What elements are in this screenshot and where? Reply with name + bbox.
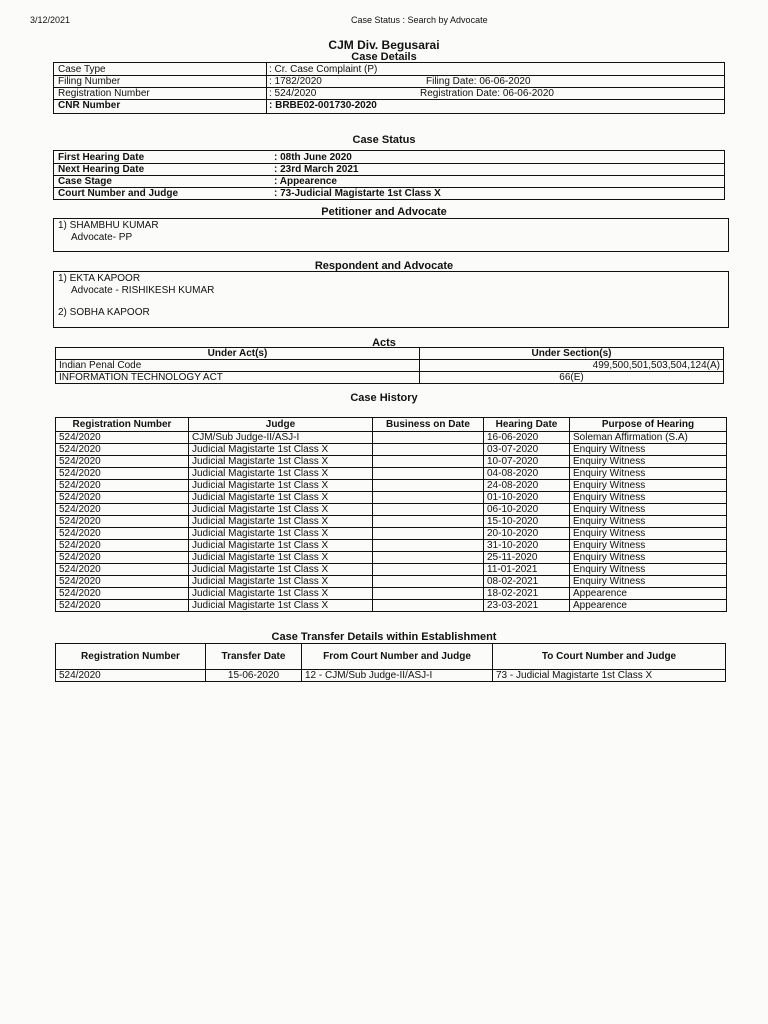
history-col-registration: Registration Number	[56, 418, 189, 432]
print-title: Case Status : Search by Advocate	[351, 15, 488, 25]
history-judge: Judicial Magistarte 1st Class X	[189, 552, 373, 564]
history-registration: 524/2020	[56, 588, 189, 600]
acts-row	[56, 360, 724, 372]
history-judge: CJM/Sub Judge-II/ASJ-I	[189, 432, 373, 444]
history-registration: 524/2020	[56, 504, 189, 516]
history-business-date	[373, 516, 484, 528]
act-section: 66(E)	[420, 372, 724, 384]
history-hearing-date: 11-01-2021	[484, 564, 570, 576]
history-business-date	[373, 444, 484, 456]
history-purpose: Enquiry Witness	[570, 480, 727, 492]
history-registration: 524/2020	[56, 432, 189, 444]
history-judge: Judicial Magistarte 1st Class X	[189, 444, 373, 456]
table-row	[56, 480, 727, 492]
history-col-purpose: Purpose of Hearing	[570, 418, 727, 432]
respondent-heading: Respondent and Advocate	[314, 260, 454, 272]
case-status-heading: Case Status	[352, 134, 416, 146]
respondent-name-1: 1) EKTA KAPOOR	[58, 273, 141, 284]
history-business-date	[373, 432, 484, 444]
history-registration: 524/2020	[56, 516, 189, 528]
history-purpose: Enquiry Witness	[570, 504, 727, 516]
transfer-to: 73 - Judicial Magistarte 1st Class X	[493, 670, 726, 682]
print-date: 3/12/2021	[30, 15, 71, 25]
registration-number-label: Registration Number	[58, 88, 150, 99]
acts-col-act: Under Act(s)	[56, 348, 420, 360]
transfer-table	[55, 643, 726, 682]
history-table	[55, 417, 727, 612]
history-judge: Judicial Magistarte 1st Class X	[189, 540, 373, 552]
registration-number-value: : 524/2020	[269, 88, 317, 99]
history-business-date	[373, 564, 484, 576]
history-judge: Judicial Magistarte 1st Class X	[189, 504, 373, 516]
history-hearing-date: 18-02-2021	[484, 588, 570, 600]
history-registration: 524/2020	[56, 600, 189, 612]
history-purpose: Enquiry Witness	[570, 516, 727, 528]
table-row	[56, 516, 727, 528]
table-row	[56, 528, 727, 540]
history-purpose: Enquiry Witness	[570, 552, 727, 564]
history-hearing-date: 04-08-2020	[484, 468, 570, 480]
transfer-col-date: Transfer Date	[206, 644, 302, 670]
filing-number-label: Filing Number	[58, 76, 121, 87]
history-business-date	[373, 468, 484, 480]
filing-number-value: : 1782/2020	[269, 76, 322, 87]
history-registration: 524/2020	[56, 540, 189, 552]
history-col-hearing-date: Hearing Date	[484, 418, 570, 432]
history-col-judge: Judge	[189, 418, 373, 432]
history-business-date	[373, 540, 484, 552]
history-business-date	[373, 480, 484, 492]
case-stage-value: : Appearence	[274, 176, 337, 187]
history-registration: 524/2020	[56, 528, 189, 540]
case-type-label: Case Type	[58, 64, 106, 75]
filing-date: Filing Date: 06-06-2020	[426, 76, 531, 87]
table-row	[56, 588, 727, 600]
history-business-date	[373, 492, 484, 504]
history-purpose: Enquiry Witness	[570, 540, 727, 552]
transfer-row	[56, 670, 726, 682]
history-business-date	[373, 456, 484, 468]
history-hearing-date: 20-10-2020	[484, 528, 570, 540]
history-business-date	[373, 528, 484, 540]
history-business-date	[373, 504, 484, 516]
history-judge: Judicial Magistarte 1st Class X	[189, 468, 373, 480]
table-row	[56, 552, 727, 564]
history-registration: 524/2020	[56, 480, 189, 492]
transfer-heading: Case Transfer Details within Establishment	[271, 631, 497, 643]
history-judge: Judicial Magistarte 1st Class X	[189, 456, 373, 468]
table-row	[56, 468, 727, 480]
cnr-value: : BRBE02-001730-2020	[269, 100, 377, 111]
court-judge-label: Court Number and Judge	[58, 188, 179, 199]
history-hearing-date: 15-10-2020	[484, 516, 570, 528]
table-row	[56, 540, 727, 552]
table-row	[56, 564, 727, 576]
history-hearing-date: 31-10-2020	[484, 540, 570, 552]
acts-row	[56, 372, 724, 384]
history-registration: 524/2020	[56, 576, 189, 588]
table-row	[56, 432, 727, 444]
court-judge-value: : 73-Judicial Magistarte 1st Class X	[274, 188, 441, 199]
transfer-col-from: From Court Number and Judge	[302, 644, 493, 670]
cnr-label: CNR Number	[58, 100, 121, 111]
history-business-date	[373, 576, 484, 588]
history-registration: 524/2020	[56, 492, 189, 504]
history-registration: 524/2020	[56, 468, 189, 480]
history-judge: Judicial Magistarte 1st Class X	[189, 480, 373, 492]
respondent-advocate: Advocate - RISHIKESH KUMAR	[71, 285, 215, 296]
history-purpose: Enquiry Witness	[570, 576, 727, 588]
history-registration: 524/2020	[56, 564, 189, 576]
history-purpose: Enquiry Witness	[570, 564, 727, 576]
act-name: Indian Penal Code	[56, 360, 420, 372]
history-hearing-date: 24-08-2020	[484, 480, 570, 492]
case-status-box	[53, 150, 725, 200]
acts-col-section: Under Section(s)	[420, 348, 724, 360]
history-judge: Judicial Magistarte 1st Class X	[189, 576, 373, 588]
history-purpose: Enquiry Witness	[570, 444, 727, 456]
petitioner-name: 1) SHAMBHU KUMAR	[58, 220, 159, 231]
case-details-heading: Case Details	[351, 51, 417, 63]
table-row	[56, 456, 727, 468]
history-judge: Judicial Magistarte 1st Class X	[189, 492, 373, 504]
history-purpose: Soleman Affirmation (S.A)	[570, 432, 727, 444]
first-hearing-value: : 08th June 2020	[274, 152, 352, 163]
history-hearing-date: 08-02-2021	[484, 576, 570, 588]
history-hearing-date: 16-06-2020	[484, 432, 570, 444]
petitioner-advocate: Advocate- PP	[71, 232, 133, 243]
history-purpose: Enquiry Witness	[570, 492, 727, 504]
table-row	[56, 576, 727, 588]
table-row	[56, 504, 727, 516]
transfer-col-to: To Court Number and Judge	[493, 644, 726, 670]
history-judge: Judicial Magistarte 1st Class X	[189, 516, 373, 528]
case-type-value: : Cr. Case Complaint (P)	[269, 64, 378, 75]
history-hearing-date: 25-11-2020	[484, 552, 570, 564]
history-hearing-date: 23-03-2021	[484, 600, 570, 612]
transfer-date: 15-06-2020	[206, 670, 302, 682]
transfer-registration: 524/2020	[56, 670, 206, 682]
history-registration: 524/2020	[56, 552, 189, 564]
transfer-col-registration: Registration Number	[56, 644, 206, 670]
history-business-date	[373, 600, 484, 612]
history-registration: 524/2020	[56, 444, 189, 456]
case-details-box	[53, 62, 725, 114]
next-hearing-label: Next Hearing Date	[58, 164, 145, 175]
history-judge: Judicial Magistarte 1st Class X	[189, 564, 373, 576]
history-purpose: Enquiry Witness	[570, 456, 727, 468]
transfer-from: 12 - CJM/Sub Judge-II/ASJ-I	[302, 670, 493, 682]
history-purpose: Appearence	[570, 588, 727, 600]
history-purpose: Appearence	[570, 600, 727, 612]
court-name: CJM Div. Begusarai	[328, 38, 440, 52]
respondent-name-2: 2) SOBHA KAPOOR	[58, 307, 150, 318]
respondent-box	[53, 271, 729, 328]
next-hearing-value: : 23rd March 2021	[274, 164, 359, 175]
acts-heading: Acts	[372, 337, 396, 349]
history-business-date	[373, 588, 484, 600]
table-row	[56, 600, 727, 612]
history-col-business-date: Business on Date	[373, 418, 484, 432]
history-judge: Judicial Magistarte 1st Class X	[189, 588, 373, 600]
history-hearing-date: 06-10-2020	[484, 504, 570, 516]
registration-date: Registration Date: 06-06-2020	[420, 88, 554, 99]
first-hearing-label: First Hearing Date	[58, 152, 145, 163]
acts-table	[55, 347, 724, 384]
history-business-date	[373, 552, 484, 564]
act-section: 499,500,501,503,504,124(A)	[420, 360, 724, 372]
table-row	[56, 444, 727, 456]
history-purpose: Enquiry Witness	[570, 528, 727, 540]
history-heading: Case History	[350, 392, 418, 404]
act-name: INFORMATION TECHNOLOGY ACT	[56, 372, 420, 384]
history-judge: Judicial Magistarte 1st Class X	[189, 528, 373, 540]
petitioner-heading: Petitioner and Advocate	[321, 206, 447, 218]
history-hearing-date: 03-07-2020	[484, 444, 570, 456]
history-registration: 524/2020	[56, 456, 189, 468]
history-hearing-date: 10-07-2020	[484, 456, 570, 468]
table-row	[56, 492, 727, 504]
history-judge: Judicial Magistarte 1st Class X	[189, 600, 373, 612]
case-stage-label: Case Stage	[58, 176, 112, 187]
history-hearing-date: 01-10-2020	[484, 492, 570, 504]
petitioner-box	[53, 218, 729, 252]
history-purpose: Enquiry Witness	[570, 468, 727, 480]
